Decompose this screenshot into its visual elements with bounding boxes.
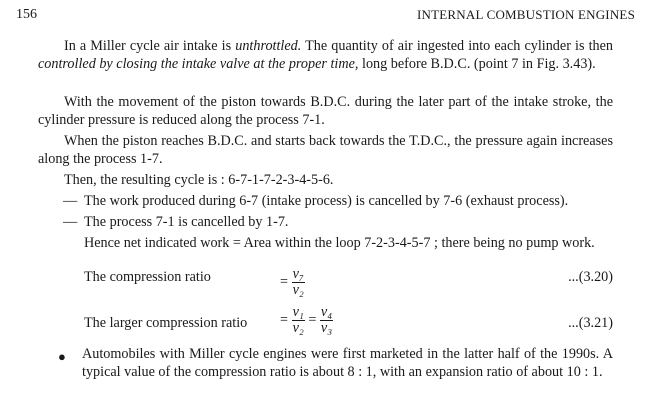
paragraph-net-work: Hence net indicated work = Area within the loop 7-2-3-4-5-7 ; there being no pump work.	[84, 235, 595, 251]
bullet-icon: ●	[58, 349, 66, 364]
equals-sign: =	[308, 311, 317, 328]
dash-item-work: The work produced during 6-7 (intake process) is cancelled by 7-6 (exhaust process).	[84, 193, 569, 209]
text: The quantity of air ingested into each cylinder is then	[301, 38, 613, 54]
denominator: v₂	[292, 320, 304, 336]
equals-sign: =	[280, 311, 289, 328]
dash-marker: —	[63, 214, 78, 230]
paragraph-piston-tdc: When the piston reaches B.D.C. and starts back towards the T.D.C., the pressure again increases along the process 1-7.	[38, 133, 613, 167]
formula-expression	[280, 305, 333, 336]
formula-expression	[280, 267, 305, 298]
numerator: v₄	[320, 304, 333, 320]
emphasis-controlled: controlled by closing the intake valve at the proper time,	[38, 55, 359, 72]
equation-number: ...(3.21)	[568, 315, 613, 331]
fraction	[292, 267, 305, 298]
dash-item-process: The process 7-1 is cancelled by 1-7.	[84, 214, 289, 230]
text: long before B.D.C. (point 7 in Fig. 3.43).	[358, 55, 596, 72]
paragraph-piston-bdc: With the movement of the piston towards B.D.C. during the later part of the intake stroke, the cylinder pressure is reduced along the process 7-1.	[38, 94, 613, 128]
denominator: v₃	[320, 320, 333, 336]
equation-number: ...(3.20)	[568, 269, 613, 285]
denominator: v₂	[292, 282, 304, 298]
formula-label: The larger compression ratio	[84, 315, 248, 331]
paragraph-miller-intake	[38, 38, 613, 73]
page-number: 156	[16, 7, 37, 22]
emphasis-unthrottled: unthrottled.	[235, 38, 302, 54]
text: In a Miller cycle air intake is	[64, 38, 236, 54]
numerator: v₇	[292, 266, 304, 282]
numerator: v₁	[292, 304, 304, 320]
dash-marker: —	[63, 193, 78, 209]
fraction	[292, 305, 305, 336]
running-head: INTERNAL COMBUSTION ENGINES	[417, 7, 635, 22]
bullet-item-automobiles: Automobiles with Miller cycle engines were first marketed in the latter half of the 1990s. A typical value of the compression ratio is about 8 : 1, with an expansion ratio of about 10 : 1.	[82, 346, 613, 380]
paragraph-resulting-cycle: Then, the resulting cycle is : 6-7-1-7-2-3-4-5-6.	[64, 172, 334, 188]
formula-compression-ratio	[84, 266, 613, 305]
fraction	[320, 305, 333, 336]
formula-label: The compression ratio	[84, 269, 211, 285]
equals-sign: =	[280, 273, 289, 290]
